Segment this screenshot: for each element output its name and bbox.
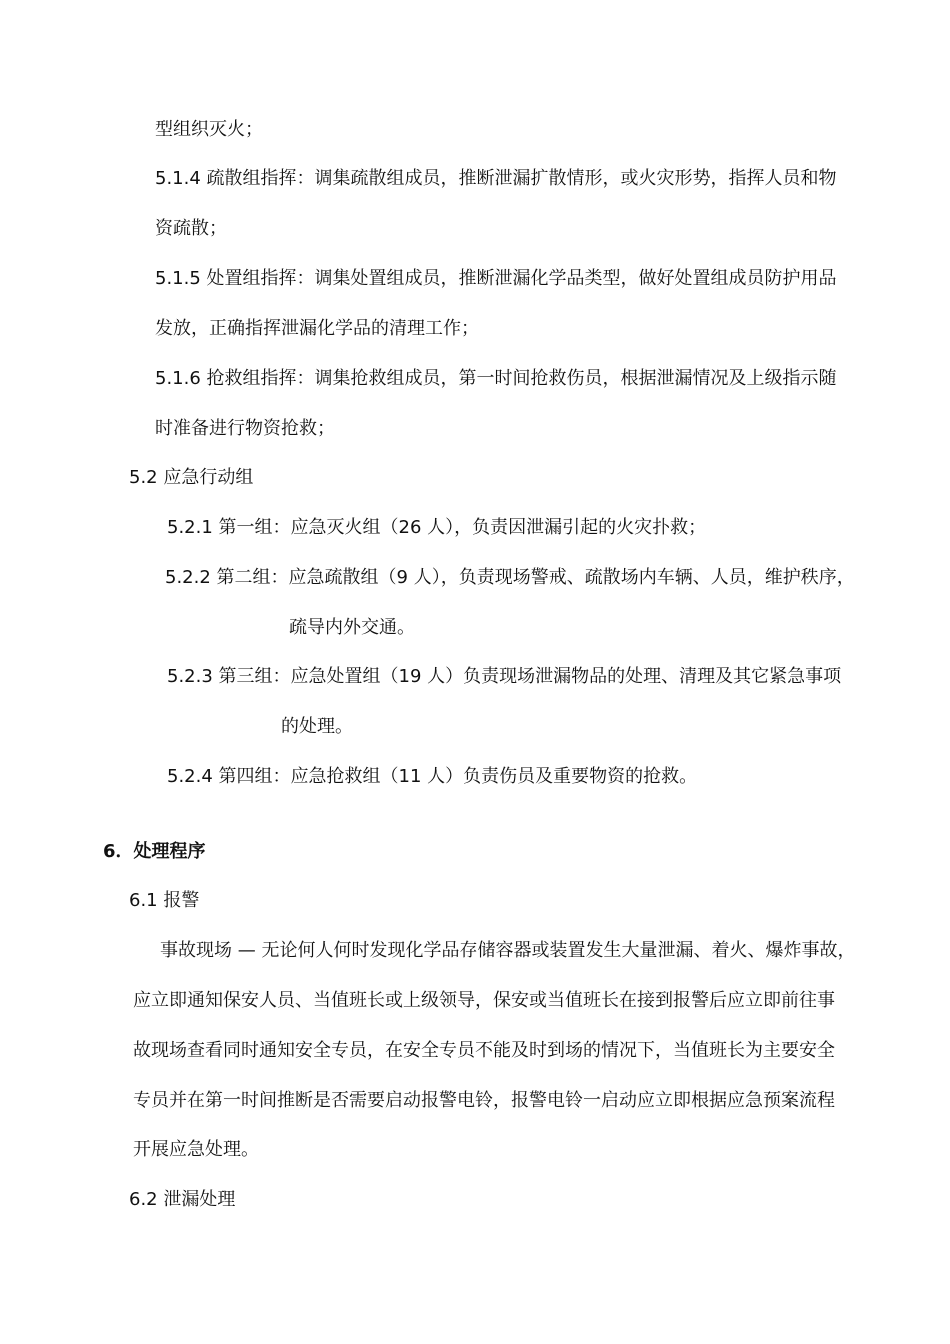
- section-heading: 6.2 泄漏处理: [129, 1189, 236, 1210]
- text-line: 5.2.2 第二组：应急疏散组（9 人），负责现场警戒、疏散场内车辆、人员，维护秩序，: [165, 567, 855, 588]
- text-line: 事故现场 — 无论何人何时发现化学品存储容器或装置发生大量泄漏、着火、爆炸事故，: [160, 940, 856, 961]
- text-line: 的处理。: [281, 716, 353, 737]
- text-line: 资疏散；: [155, 218, 227, 239]
- section-heading: 5.2 应急行动组: [129, 467, 254, 488]
- text-line: 故现场查看同时通知安全专员，在安全专员不能及时到场的情况下，当值班长为主要安全: [133, 1040, 835, 1061]
- text-line: 5.2.4 第四组：应急抢救组（11 人）负责伤员及重要物资的抢救。: [167, 766, 698, 787]
- text-line: 5.2.1 第一组：应急灭火组（26 人），负责因泄漏引起的火灾扑救；: [167, 517, 707, 538]
- text-line: 疏导内外交通。: [289, 617, 415, 638]
- text-line: 5.1.4 疏散组指挥：调集疏散组成员，推断泄漏扩散情形，或火灾形势，指挥人员和物: [155, 168, 837, 189]
- text-line: 5.1.6 抢救组指挥：调集抢救组成员，第一时间抢救伤员，根据泄漏情况及上级指示随: [155, 368, 837, 389]
- text-line: 专员并在第一时间推断是否需要启动报警电铃，报警电铃一启动应立即根据应急预案流程: [133, 1090, 835, 1111]
- text-line: 时准备进行物资抢救；: [155, 418, 335, 439]
- section-heading: 6.1 报警: [129, 890, 200, 911]
- text-line: 应立即通知保安人员、当值班长或上级领导，保安或当值班长在接到报警后应立即前往事: [133, 990, 835, 1011]
- text-line: 型组织灭火；: [155, 119, 263, 140]
- text-line: 开展应急处理。: [133, 1139, 259, 1160]
- chapter-heading: 6．处理程序: [103, 841, 206, 862]
- text-line: 发放，正确指挥泄漏化学品的清理工作；: [155, 318, 479, 339]
- text-line: 5.1.5 处置组指挥：调集处置组成员，推断泄漏化学品类型，做好处置组成员防护用品: [155, 268, 837, 289]
- text-line: 5.2.3 第三组：应急处置组（19 人）负责现场泄漏物品的处理、清理及其它紧急事项: [167, 666, 842, 687]
